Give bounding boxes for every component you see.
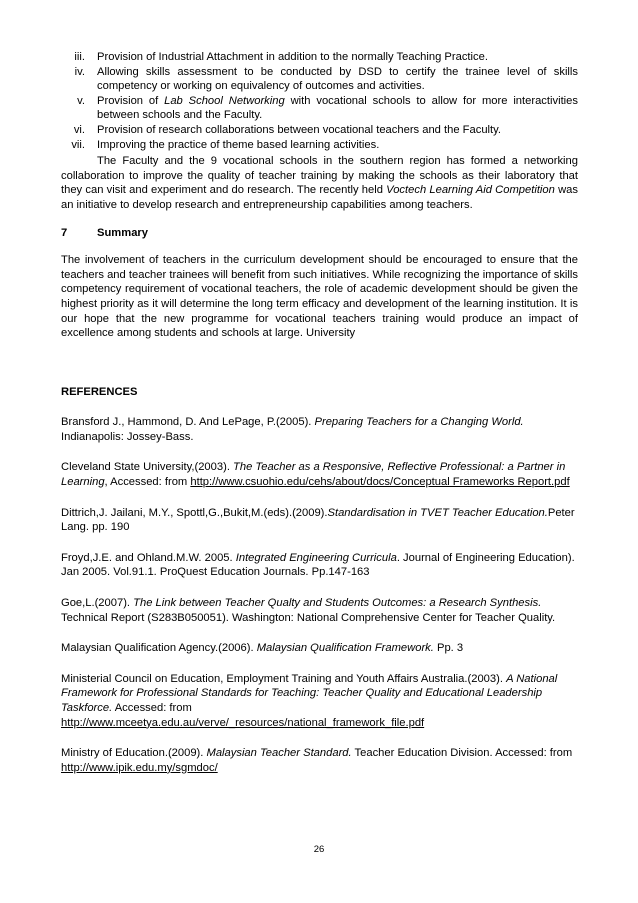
reference-title: Standardisation in TVET Teacher Education. <box>327 506 548 519</box>
summary-paragraph: The involvement of teachers in the curriculum development should be encouraged to ensure that the teachers and teacher trainees will benefit from such initiatives. While recognizing the importance of skills competency requirement of vocational teachers, the role of academic development should be given the highest priority as it will determine the long term efficacy and development of the learning institution. It is our hope that the new programme for vocational teachers training would produce an impact of excellence among students and schools at large. University <box>61 254 578 340</box>
reference-entry <box>61 551 578 580</box>
list-item-text: Allowing skills assessment to be conducted by DSD to certify the trainee level of skills competency or working on equivalency of outcomes and activities. <box>97 65 578 93</box>
reference-entry <box>61 672 578 730</box>
reference-details: Peter Lang. pp. 190 <box>61 506 575 534</box>
reference-details: Technical Report (S283B050051). Washington: National Comprehensive Center for Teacher Quality. <box>61 611 556 624</box>
reference-title: A National Framework for Professional Standards for Teaching: Teacher Quality and Educational Leadership Taskforce. <box>61 672 558 714</box>
reference-title: The Link between Teacher Qualty and Students Outcomes: a Research Synthesis. <box>133 597 542 610</box>
reference-link[interactable]: http://www.csuohio.edu/cehs/about/docs/Conceptual Frameworks Report.pdf <box>190 476 570 489</box>
references-heading: REFERENCES <box>61 385 138 398</box>
reference-title: The Teacher as a Responsive, Reflective Professional: a Partner in Learning <box>61 461 566 489</box>
reference-link[interactable]: http://www.ipik.edu.my/sgmdoc/ <box>61 761 218 774</box>
list-item-text <box>97 94 578 123</box>
reference-authors: Cleveland State University,(2003). <box>61 461 234 474</box>
list-item-number: v. <box>77 94 85 107</box>
list-item-text: Improving the practice of theme based learning activities. <box>97 138 380 151</box>
list-item <box>61 94 578 123</box>
paragraph-emphasis: Voctech Learning Aid Competition <box>386 184 555 197</box>
reference-authors: Goe,L.(2007). <box>61 597 134 610</box>
reference-details: Teacher Education Division. Accessed: from <box>351 747 573 760</box>
paragraph-text-start: The Faculty and the 9 vocational schools in the southern region has formed a networking collaboration to improve the quality of teacher training by making the schools as their laboratory that they can visit and experiment and do research. The recently held <box>61 155 578 197</box>
reference-details: . Journal of Engineering Education). Jan 2005. Vol.91.1. ProQuest Education Journals. Pp.147-163 <box>61 551 575 579</box>
list-item-text-end: with vocational schools to allow for more interactivities between schools and the Faculty. <box>97 94 578 122</box>
list-item-text-start: Provision of <box>97 94 165 107</box>
page-number: 26 <box>313 844 325 855</box>
reference-entry <box>61 641 578 656</box>
list-item-text: Provision of Industrial Attachment in addition to the normally Teaching Practice. <box>97 51 488 63</box>
list-item-emphasis: Lab School Networking <box>164 94 285 107</box>
list-item <box>61 123 578 138</box>
reference-details: Indianapolis: Jossey-Bass. <box>61 430 194 443</box>
body-paragraph <box>61 154 578 212</box>
paragraph-text-end: was an initiative to develop research and entrepreneurship capabilities among teachers. <box>61 184 578 211</box>
reference-entry <box>61 596 578 625</box>
list-item <box>61 138 578 153</box>
section-number: 7 <box>61 226 68 239</box>
list-item-number: iii. <box>74 51 85 63</box>
list-item <box>61 50 578 65</box>
reference-authors: Bransford J., Hammond, D. And LePage, P.(2005). <box>61 416 315 429</box>
section-title: Summary <box>97 226 148 239</box>
reference-entry <box>61 506 578 535</box>
list-item-number: vii. <box>71 138 85 151</box>
list-item-text: Provision of research collaborations between vocational teachers and the Faculty. <box>97 123 502 136</box>
list-item <box>61 65 578 94</box>
reference-authors: Ministerial Council on Education, Employment Training and Youth Affairs Australia.(2003). <box>61 672 507 685</box>
reference-title: Integrated Engineering Curricula <box>235 551 397 564</box>
reference-entry <box>61 746 578 775</box>
reference-title: Preparing Teachers for a Changing World. <box>314 416 524 429</box>
reference-title: Malaysian Teacher Standard. <box>206 747 352 760</box>
reference-details: , Accessed: from <box>104 476 191 489</box>
reference-entry <box>61 460 578 489</box>
reference-details: Accessed: from <box>112 702 192 714</box>
reference-authors: Froyd,J.E. and Ohland.M.W. 2005. <box>61 551 236 564</box>
reference-authors: Ministry of Education.(2009). <box>61 747 207 760</box>
reference-authors: Malaysian Qualification Agency.(2006). <box>61 642 257 655</box>
list-item-number: vi. <box>73 123 85 136</box>
list-item-number: iv. <box>74 65 85 78</box>
document-page <box>61 50 578 775</box>
reference-details: Pp. 3 <box>433 642 464 655</box>
reference-title: Malaysian Qualification Framework. <box>256 642 434 655</box>
reference-entry <box>61 415 578 444</box>
reference-link[interactable]: http://www.mceetya.edu.au/verve/_resources/national_framework_file.pdf <box>61 716 425 729</box>
reference-authors: Dittrich,J. Jailani, M.Y., Spottl,G.,Bukit,M.(eds).(2009). <box>61 506 328 519</box>
numbered-list <box>61 50 578 152</box>
section-heading <box>61 226 578 241</box>
